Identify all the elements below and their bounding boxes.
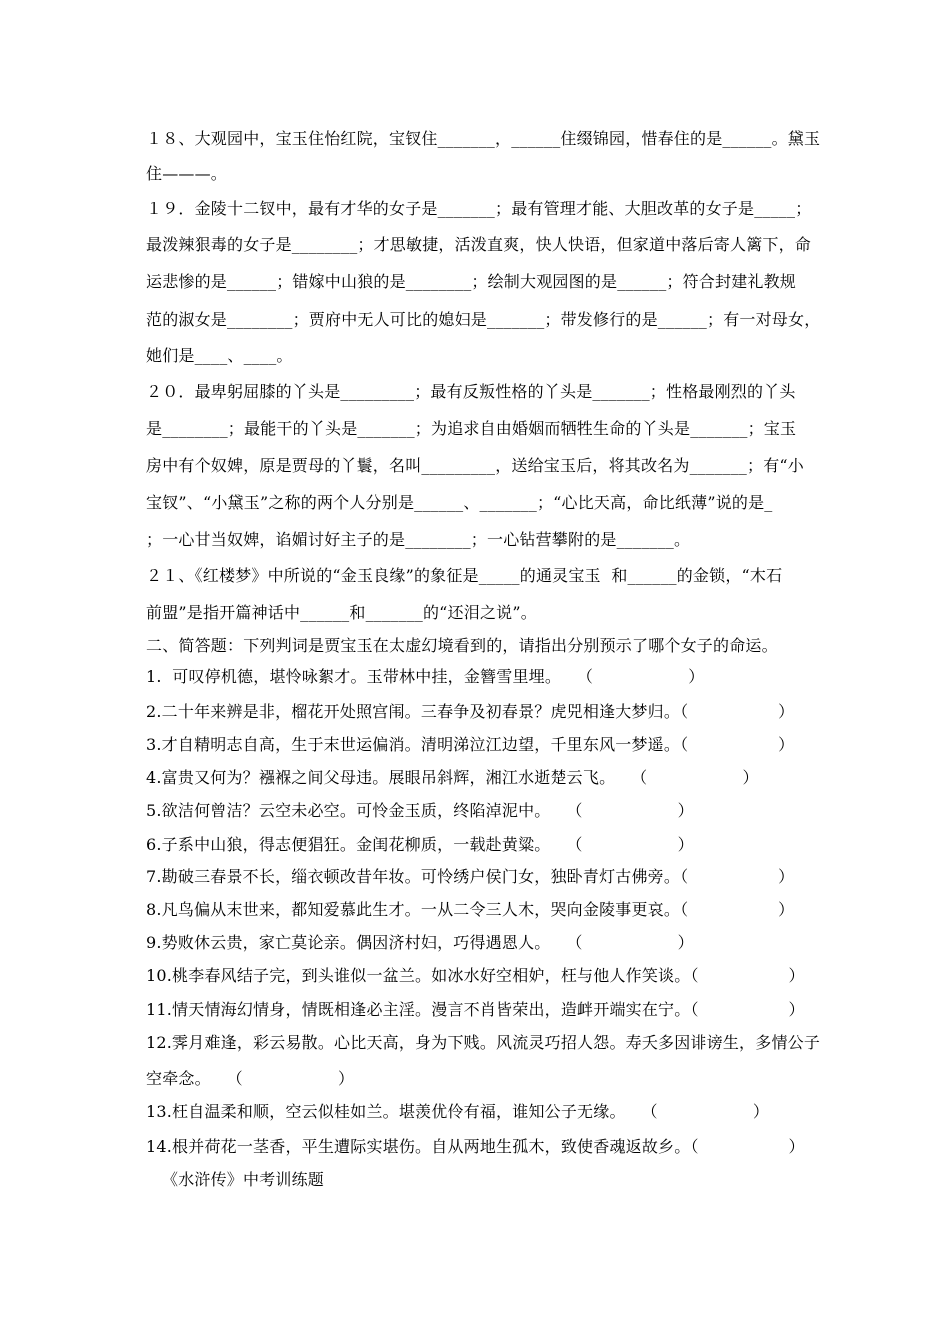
item-3: 3.才自精明志自高，生于末世运偏消。清明涕泣江边望，千里东风一梦遥。（ ） — [146, 735, 795, 754]
item-10: 10.桃李春风结子完，到头谁似一盆兰。如冰水好空相妒，枉与他人作笑谈。（ ） — [146, 966, 805, 985]
item-12-line1: 12.霁月难逢，彩云易散。心比天高，身为下贱。风流灵巧招人怨。寿夭多因诽谤生，多情公子 — [146, 1033, 821, 1052]
q20-line1: ２０．最卑躬屈膝的丫头是_________；最有反叛性格的丫头是_______；性格最刚烈的丫头 — [146, 382, 796, 401]
item-9: 9.势败休云贵，家亡莫论亲。偶因济村妇，巧得遇恩人。 （ ） — [146, 933, 694, 952]
item-11: 11.情天情海幻情身，情既相逢必主淫。漫言不肖皆荣出，造衅开端实在宁。（ ） — [146, 1000, 805, 1019]
q21-line2: 前盟”是指开篇神话中______和_______的“还泪之说”。 — [146, 603, 537, 622]
q19-line1: １９．金陵十二钗中，最有才华的女子是_______；最有管理才能、大胆改革的女子是_____； — [146, 199, 812, 218]
item-12-line2: 空牵念。 （ ） — [146, 1069, 355, 1088]
item-4: 4.富贵又何为？襁褓之间父母违。展眼吊斜辉，湘江水逝楚云飞。 （ ） — [146, 768, 759, 787]
q21-line1: ２１、《红楼梦》中所说的“金玉良缘”的象征是_____的通灵宝玉 和______的金锁，“木石 — [146, 566, 783, 585]
q20-line4: 宝钗”、“小黛玉”之称的两个人分别是______、_______；“心比天高，命比纸薄”说的是_ — [146, 493, 773, 512]
q18-line1: １８、大观园中，宝玉住怡红院，宝钗住_______，______住缀锦园，惜春住的是______。黛玉 — [146, 129, 821, 148]
q20-line2: 是________；最能干的丫头是_______；为追求自由婚姻而牺牲生命的丫头是_______；宝玉 — [146, 419, 797, 438]
item-14: 14.根并荷花一茎香，平生遭际实堪伤。自从两地生孤木，致使香魂返故乡。（ ） — [146, 1137, 805, 1156]
item-2: 2.二十年来辨是非，榴花开处照宫闱。三春争及初春景？虎兕相逢大梦归。（ ） — [146, 702, 795, 721]
item-6: 6.子系中山狼，得志便猖狂。金闺花柳质，一载赴黄粱。 （ ） — [146, 835, 694, 854]
q19-line5: 她们是____、____。 — [146, 346, 293, 365]
q18-line2: 住———。 — [146, 164, 228, 183]
q20-line3: 房中有个奴婢，原是贾母的丫鬟，名叫_________，送给宝玉后，将其改名为_______；有“小 — [146, 456, 804, 475]
item-1: 1. 可叹停机德，堪怜咏絮才。玉带林中挂，金簪雪里埋。 （ ） — [146, 667, 705, 686]
q19-line4: 范的淑女是________；贾府中无人可比的媳妇是_______；带发修行的是______；有一对母女， — [146, 310, 821, 329]
q19-line3: 运悲惨的是______；错嫁中山狼的是________；绘制大观园图的是______；符合封建礼教规 — [146, 272, 797, 291]
section-title-shuihu: 《水浒传》中考训练题 — [162, 1170, 325, 1189]
q20-line5: ；一心甘当奴婢，谄媚讨好主子的是________；一心钻营攀附的是_______。 — [146, 530, 691, 549]
q19-line2: 最泼辣狠毒的女子是________；才思敏捷，活泼直爽，快人快语，但家道中落后寄人篱下，命 — [146, 235, 812, 254]
item-8: 8.凡鸟偏从末世来，都知爱慕此生才。一从二令三人木，哭向金陵事更哀。（ ） — [146, 900, 795, 919]
item-13: 13.枉自温柔和顺，空云似桂如兰。堪羡优伶有福，谁知公子无缘。 （ ） — [146, 1102, 770, 1121]
section2-heading: 二、简答题：下列判词是贾宝玉在太虚幻境看到的，请指出分别预示了哪个女子的命运。 — [146, 636, 778, 655]
item-7: 7.勘破三春景不长，缁衣顿改昔年妆。可怜绣户侯门女，独卧青灯古佛旁。（ ） — [146, 867, 795, 886]
item-5: 5.欲洁何曾洁？云空未必空。可怜金玉质，终陷淖泥中。 （ ） — [146, 801, 694, 820]
